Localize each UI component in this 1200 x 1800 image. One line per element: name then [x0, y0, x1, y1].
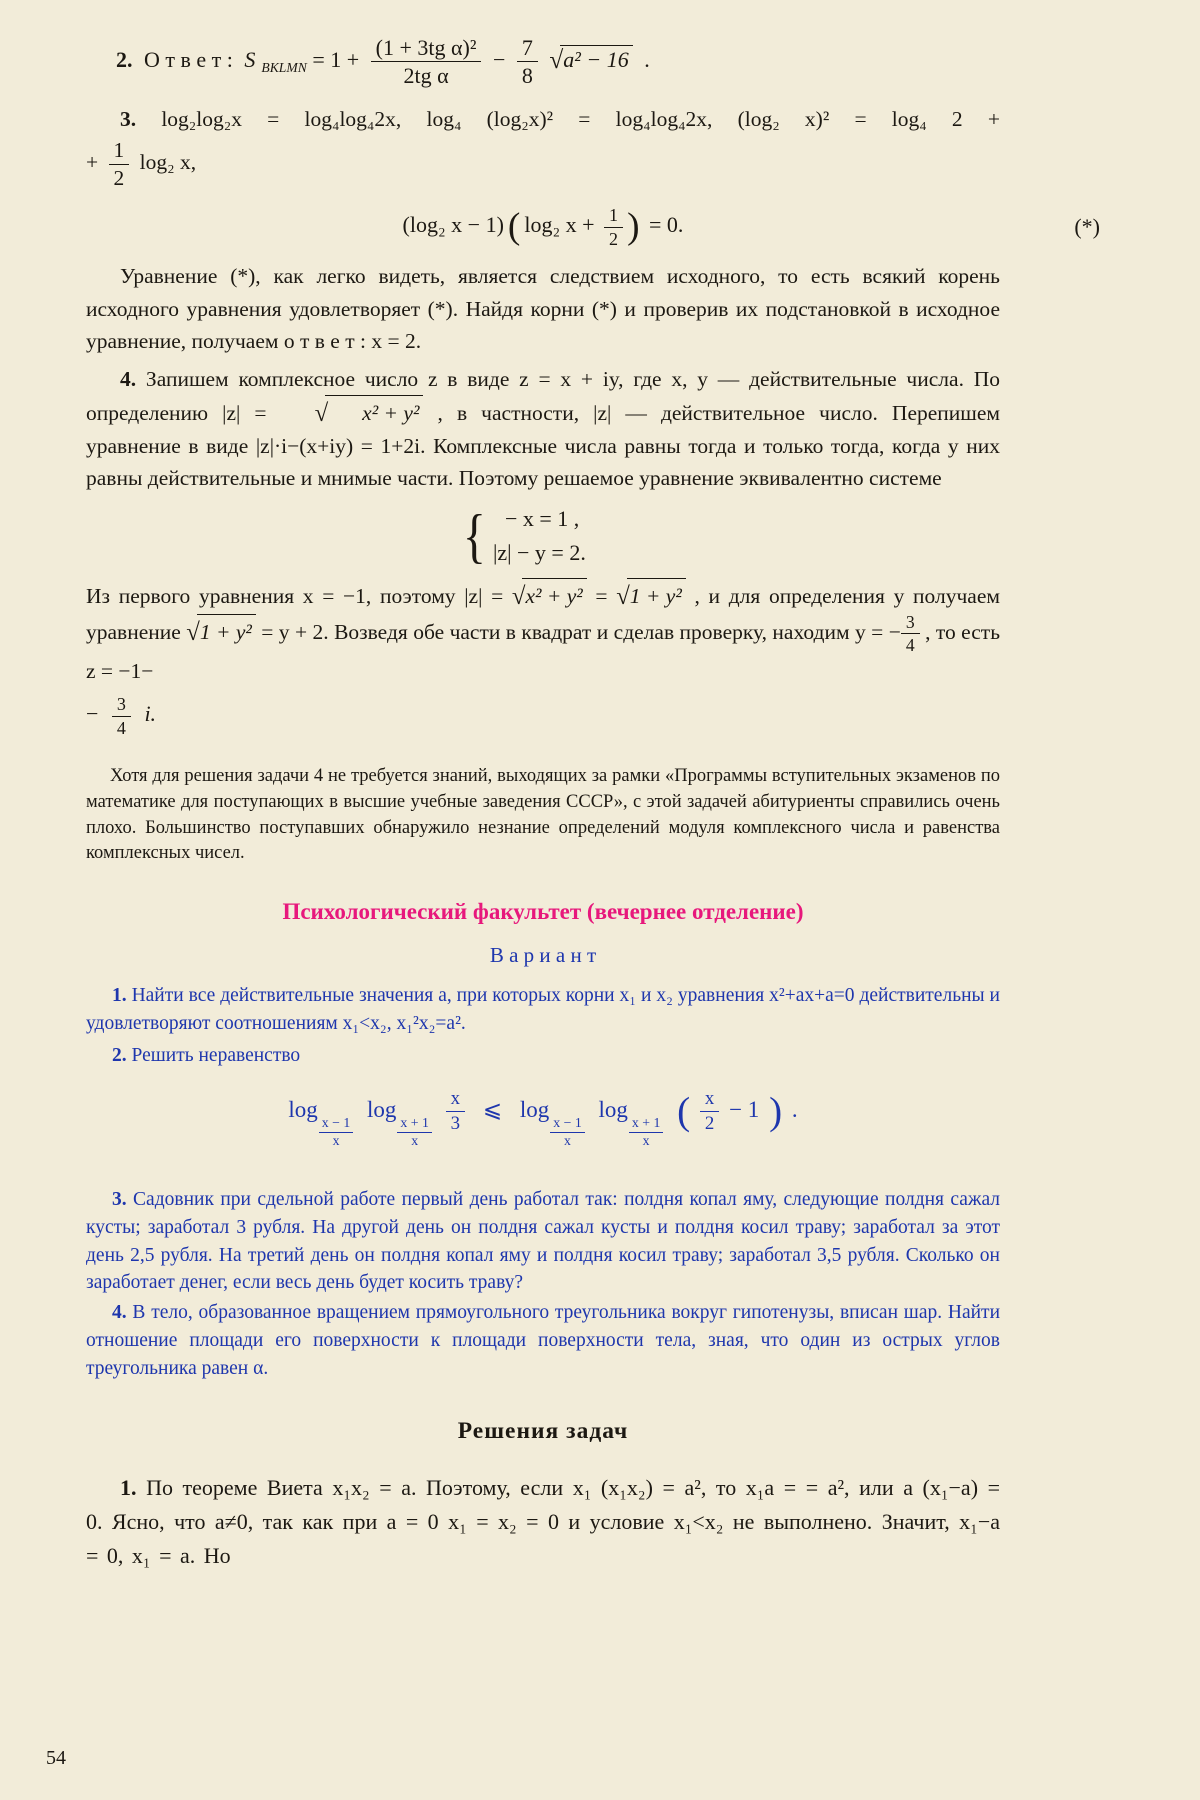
imaginary-unit: i.	[144, 701, 157, 727]
radicand: 1 + y²	[627, 578, 686, 612]
equation-system	[86, 502, 960, 570]
minus-one-term: − 1	[729, 1096, 760, 1122]
period: .	[791, 1096, 798, 1122]
fraction-numerator: x	[446, 1089, 465, 1112]
math-fraction	[604, 206, 623, 249]
problem-text: Найти все действительные значения a, при которых корни x₁ и x₂ уравнения x²+ax+a=0 действительны и удовлетворяют соотношениям x₁<x₂, x₁²x₂=a².	[86, 985, 1000, 1034]
equation-body	[401, 204, 686, 249]
fraction-numerator: x + 1	[397, 1116, 431, 1132]
equals-zero: = 0.	[649, 212, 684, 238]
math-fraction	[319, 1116, 353, 1148]
sqrt-expression	[186, 620, 256, 644]
log-term: log₂ x,	[139, 150, 197, 175]
log-word: log	[519, 1096, 550, 1122]
math-fraction	[446, 1089, 465, 1134]
text-segment: =	[586, 584, 617, 609]
fraction-numerator: x + 1	[629, 1116, 663, 1132]
fraction-denominator: 2	[113, 166, 125, 190]
fraction-numerator: 7	[517, 36, 538, 62]
blue-problem-4	[86, 1299, 1000, 1382]
fraction-numerator: 3	[901, 613, 920, 635]
fraction-denominator: 8	[521, 63, 533, 89]
fraction-denominator: 2tg α	[403, 63, 449, 89]
fraction-numerator: x − 1	[550, 1116, 584, 1132]
log-word: log	[367, 1096, 397, 1122]
problem-number-2: 2.	[112, 1044, 127, 1066]
fraction-denominator: 3	[450, 1113, 461, 1135]
minus-sign: −	[86, 701, 99, 727]
plus-sign: +	[86, 150, 99, 175]
system-equation-1: − x = 1 ,	[504, 506, 580, 532]
item-number-4: 4.	[120, 367, 137, 392]
problem-text: Садовник при сдельной работе первый день работал так: полдня копал яму, следующие полдня сажал кусты; заработал 3 рубля. На другой день он полдня сажал кусты и полдня косил траву; заработал за этот день 2,5 рубля. На третий день он полдня копал яму и полдня косил траву; заработал 3,5 рубля. Сколько он заработает денег, если весь день будет косить траву?	[86, 1189, 1000, 1294]
fraction-numerator: 1	[109, 139, 130, 165]
radicand: x² + y²	[522, 578, 586, 612]
solution-text: По теореме Виета x₁x₂ = a. Поэтому, если x₁ (x₁x₂) = a², то x₁a = = a², или a (x₁−a) = 0. Ясно, что a≠0, так как при a = 0 x₁ = x₂ = 0 и условие x₁<x₂ не выполнено. Значит, x₁−a = 0, x₁ = a. Но	[86, 1475, 1000, 1569]
math-fraction	[517, 36, 538, 87]
system-equations	[493, 502, 586, 570]
fraction-denominator: 2	[704, 1113, 715, 1135]
radicand: a² − 16	[560, 45, 632, 73]
fraction-denominator: x	[564, 1132, 571, 1148]
log-with-base	[367, 1097, 436, 1148]
log-with-base	[599, 1097, 668, 1148]
fraction-numerator: 1	[604, 206, 623, 228]
answer-label: О т в е т :	[144, 46, 233, 72]
open-paren: (	[677, 1089, 691, 1133]
math-fraction	[397, 1116, 431, 1148]
item-number-2: 2.	[116, 46, 133, 72]
page-number: 54	[46, 1747, 66, 1769]
log-base	[397, 1116, 431, 1148]
system-equation-2: |z| − y = 2.	[492, 540, 586, 566]
problem-text: В тело, образованное вращением прямоугольного треугольника вокруг гипотенузы, вписан шар. Найти отношение площади его поверхности к площади поверхности тела, зная, что один из острых углов треугольника равен α.	[86, 1302, 1001, 1379]
fraction-denominator: x	[642, 1132, 650, 1148]
sqrt-expression	[549, 47, 632, 72]
factor-right-start: log₂ x +	[524, 212, 595, 238]
period: .	[644, 46, 650, 72]
item-3-continuation	[86, 139, 1000, 189]
math-fraction	[700, 1089, 719, 1134]
log-equation-chain: log₂log₂x = log₄log₄2x, log₄ (log₂x)² = log₄log₄2x, (log₂ x)² = log₄ 2 +	[161, 107, 1000, 132]
math-fraction	[371, 36, 482, 87]
text-segment: , то есть z = −1−	[86, 619, 1000, 683]
problem-number-1: 1.	[112, 985, 127, 1007]
solutions-heading: Решения задач	[457, 1418, 629, 1445]
solution-1-paragraph	[86, 1471, 1000, 1573]
fraction-denominator: x	[332, 1132, 340, 1148]
radicand: 1 + y²	[197, 614, 256, 648]
minus-sign: −	[492, 46, 506, 72]
radicand: x² + y²	[325, 395, 423, 429]
text-segment: Запишем комплексное число z в виде z = x + iy, где x, y — действительные числа. По определению |z| =	[86, 367, 1001, 426]
log-word: log	[288, 1096, 318, 1122]
equation-star-label: (*)	[1074, 214, 1100, 239]
paragraph-star-explanation: Уравнение (*), как легко видеть, является следствием исходного, то есть всякий корень исходного уравнения удовлетворяет (*). Найдя корни (*) и проверив их подстановкой в исходное уравнение, получаем о т в е т : x = 2.	[86, 264, 1000, 353]
text-segment: = y + 2. Возведя обе части в квадрат и сделав проверку, находим y = −	[255, 619, 901, 644]
fraction-numerator: (1 + 3tg α)²	[371, 36, 482, 62]
text-segment: , в частности, |z| — действительное число. Перепишем уравнение в виде |z|·i−(x+iy) = 1+2i. Комплексные числа равны тогда и только тогда, когда у них равны действительные и мнимые части. Поэтому решаемое уравнение эквивалентно системе	[86, 401, 1000, 490]
log-base	[550, 1116, 584, 1148]
faculty-heading: Психологический факультет (вечернее отделение)	[282, 899, 804, 925]
sqrt-expression	[281, 400, 424, 428]
text-segment: Из первого уравнения x = −1, поэтому |z| =	[86, 584, 512, 609]
variant-heading: В а р и а н т	[489, 943, 597, 968]
fraction-numerator: x	[700, 1089, 719, 1112]
answer-2-line	[86, 36, 1000, 87]
editorial-note: Хотя для решения задачи 4 не требуется знаний, выходящих за рамки «Программы вступительных экзаменов по математике для поступающих в высшие учебные заведения СССР», с этой задачей абитуриенты справились очень плохо. Большинство поступавших обнаружило незнание определений модуля комплексного числа и равенства комплексных чисел.	[86, 765, 1000, 864]
fraction-denominator: 4	[116, 717, 126, 738]
fraction-denominator: 4	[905, 635, 915, 656]
log-with-base	[520, 1097, 589, 1148]
fraction-denominator: x	[411, 1132, 419, 1148]
solution-4-final-line	[86, 695, 1000, 738]
sqrt-expression	[511, 583, 587, 611]
open-paren: (	[507, 206, 521, 247]
solution-number-1: 1.	[120, 1475, 137, 1501]
radical-sign: √	[186, 618, 200, 646]
blue-problem-3	[86, 1186, 1000, 1297]
item-number-3: 3.	[120, 107, 137, 132]
paragraph-problem-4	[86, 363, 1000, 494]
paragraph-solution-4	[86, 578, 1000, 687]
text-segment: , и для определения y получаем уравнение	[86, 584, 1000, 644]
radical-sign: √	[549, 45, 564, 74]
system-brace: {	[463, 503, 487, 570]
math-fraction	[629, 1116, 663, 1148]
math-fraction	[550, 1116, 584, 1148]
radical-sign: √	[314, 400, 329, 428]
close-paren: )	[769, 1089, 783, 1133]
factor-left: (log₂ x − 1)	[402, 212, 504, 238]
less-equal-sign: ⩽	[482, 1096, 503, 1122]
math-symbol-S: S	[244, 46, 256, 72]
item-3-line	[86, 103, 1000, 135]
starred-equation	[86, 204, 1100, 249]
inequality-formula	[86, 1089, 1000, 1170]
blue-problem-2	[86, 1042, 1000, 1070]
problem-text: Решить неравенство	[131, 1044, 301, 1066]
math-fraction	[901, 613, 920, 655]
fraction-numerator: 3	[112, 695, 131, 717]
close-paren: )	[627, 206, 640, 247]
log-base	[319, 1116, 353, 1148]
blue-problem-1	[86, 982, 1000, 1037]
radical-sign: √	[616, 583, 630, 611]
fraction-denominator: 2	[609, 228, 619, 249]
log-base	[629, 1116, 663, 1148]
problem-number-3: 3.	[112, 1189, 127, 1211]
log-word: log	[598, 1096, 628, 1122]
radical-sign: √	[511, 583, 526, 611]
log-with-base	[288, 1097, 357, 1148]
math-fraction	[109, 139, 130, 189]
math-fraction	[112, 695, 131, 738]
fraction-numerator: x − 1	[319, 1116, 353, 1132]
sqrt-expression	[616, 583, 686, 611]
math-subscript-bklmn: BKLMN	[261, 60, 307, 76]
equals-one-plus: = 1 +	[312, 46, 360, 72]
problem-number-4: 4.	[112, 1302, 127, 1324]
